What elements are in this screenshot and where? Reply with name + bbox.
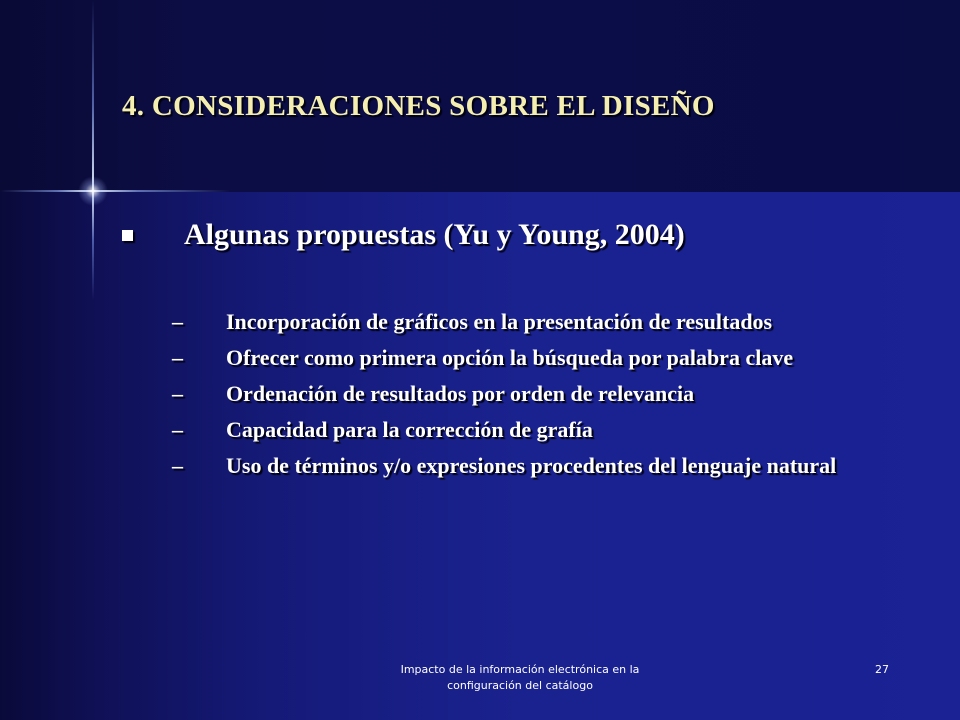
dash-bullet-icon: –: [172, 453, 183, 478]
slide-title: 4. CONSIDERACIONES SOBRE EL DISEÑO: [122, 90, 715, 122]
footer-line-2: configuración del catálogo: [447, 679, 593, 692]
star-flare-core: [78, 176, 108, 206]
sub-bullet-text: Capacidad para la corrección de grafía: [226, 417, 593, 442]
dash-bullet-icon: –: [172, 381, 183, 406]
star-flare-horizontal: [0, 190, 230, 192]
page-number: 27: [875, 663, 889, 676]
sub-bullet-item: [172, 452, 912, 479]
sub-bullet-item: [172, 308, 912, 335]
sub-bullet-text: Uso de términos y/o expresiones procedentes del lenguaje natural: [226, 453, 837, 478]
slide-footer: [370, 662, 670, 694]
dash-bullet-icon: –: [172, 345, 183, 370]
dash-bullet-icon: –: [172, 309, 183, 334]
square-bullet-icon: [122, 230, 133, 241]
sub-bullet-list: [172, 308, 912, 488]
sub-bullet-item: [172, 380, 912, 407]
main-bullet: [122, 218, 685, 252]
star-flare-vertical: [92, 0, 94, 300]
sub-bullet-text: Ofrecer como primera opción la búsqueda por palabra clave: [226, 345, 794, 370]
dash-bullet-icon: –: [172, 417, 183, 442]
sub-bullet-text: Incorporación de gráficos en la presentación de resultados: [226, 309, 773, 334]
main-bullet-text: Algunas propuestas (Yu y Young, 2004): [184, 218, 685, 251]
footer-line-1: Impacto de la información electrónica en la: [400, 663, 640, 676]
sub-bullet-item: [172, 344, 912, 371]
sub-bullet-item: [172, 416, 912, 443]
sub-bullet-text: Ordenación de resultados por orden de relevancia: [226, 381, 695, 406]
